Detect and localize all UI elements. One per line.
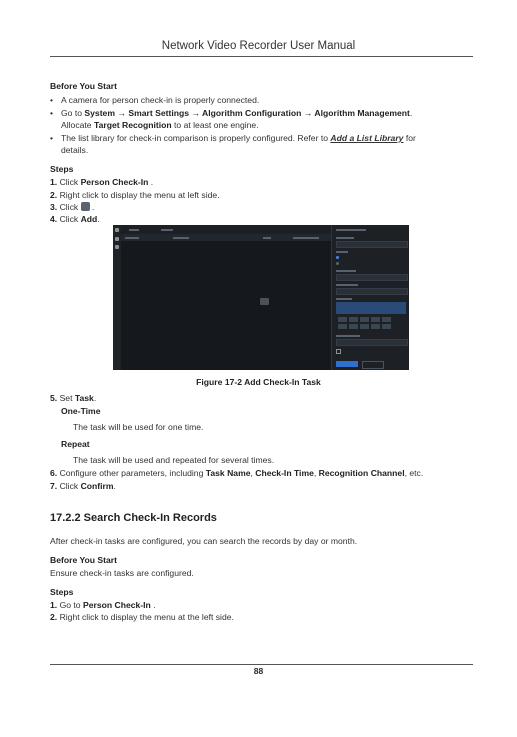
sidebar-icon (115, 237, 119, 241)
step-3: 3. Click . (50, 202, 95, 212)
section-steps-heading: Steps (50, 587, 74, 597)
screenshot-add-task-panel (331, 225, 409, 370)
screenshot-toolbar (121, 225, 331, 234)
footer-divider (50, 664, 473, 665)
step-1: 1. Click Person Check-In . (50, 177, 154, 187)
screenshot-table-header (121, 234, 331, 241)
gear-icon (81, 202, 90, 211)
one-time-description: The task will be used for one time. (73, 422, 204, 432)
bullet-dot: • (50, 133, 54, 143)
repeat-description: The task will be used and repeated for several times. (73, 455, 275, 465)
section-step-1: 1. Go to Person Check-In . (50, 600, 156, 610)
step-6: 6. Configure other parameters, including Task Name, Check-In Time, Recognition Channel, etc. (50, 468, 424, 478)
screenshot-task-list (121, 241, 331, 370)
step-2: 2. Right click to display the menu at left side. (50, 190, 220, 200)
header-divider (50, 56, 473, 57)
bullet-go-to-system: Go to System → Smart Settings → Algorithm Configuration → Algorithm Management. (61, 108, 413, 118)
add-check-in-task-screenshot (113, 225, 409, 370)
bullet-dot: • (50, 95, 54, 105)
steps-heading: Steps (50, 164, 74, 174)
one-time-term: One-Time (61, 406, 101, 416)
repeat-term: Repeat (61, 439, 90, 449)
bullet-dot: • (50, 108, 54, 118)
before-you-start-heading: Before You Start (50, 81, 118, 91)
bullet-list-library: The list library for check-in comparison is properly configured. Refer to Add a List Library for (61, 133, 416, 143)
menu-path: System → Smart Settings → Algorithm Configuration → Algorithm Management (84, 108, 410, 118)
page-header-title: Network Video Recorder User Manual (161, 40, 356, 52)
section-before-you-start-text: Ensure check-in tasks are configured. (50, 568, 194, 578)
bullet-camera-connected: A camera for person check-in is properly connected. (61, 95, 260, 105)
section-intro: After check-in tasks are configured, you can search the records by day or month. (50, 536, 358, 546)
section-step-2: 2. Right click to display the menu at the left side. (50, 612, 234, 622)
add-list-library-link[interactable]: Add a List Library (330, 133, 404, 143)
sidebar-icon (115, 228, 119, 232)
sidebar-icon (115, 245, 119, 249)
section-heading: 17.2.2 Search Check-In Records (50, 512, 217, 524)
step-7: 7. Click Confirm. (50, 481, 116, 491)
section-before-you-start-heading: Before You Start (50, 555, 118, 565)
bullet-allocate-engine: Allocate Target Recognition to at least one engine. (61, 120, 259, 130)
step-4: 4. Click Add. (50, 214, 100, 224)
page-number: 88 (253, 666, 264, 676)
step-5: 5. Set Task. (50, 393, 97, 403)
figure-caption: Figure 17-2 Add Check-In Task (196, 377, 321, 387)
bullet-list-library-cont: details. (61, 145, 89, 155)
screenshot-sidebar (113, 225, 121, 370)
empty-list-icon (260, 298, 269, 305)
